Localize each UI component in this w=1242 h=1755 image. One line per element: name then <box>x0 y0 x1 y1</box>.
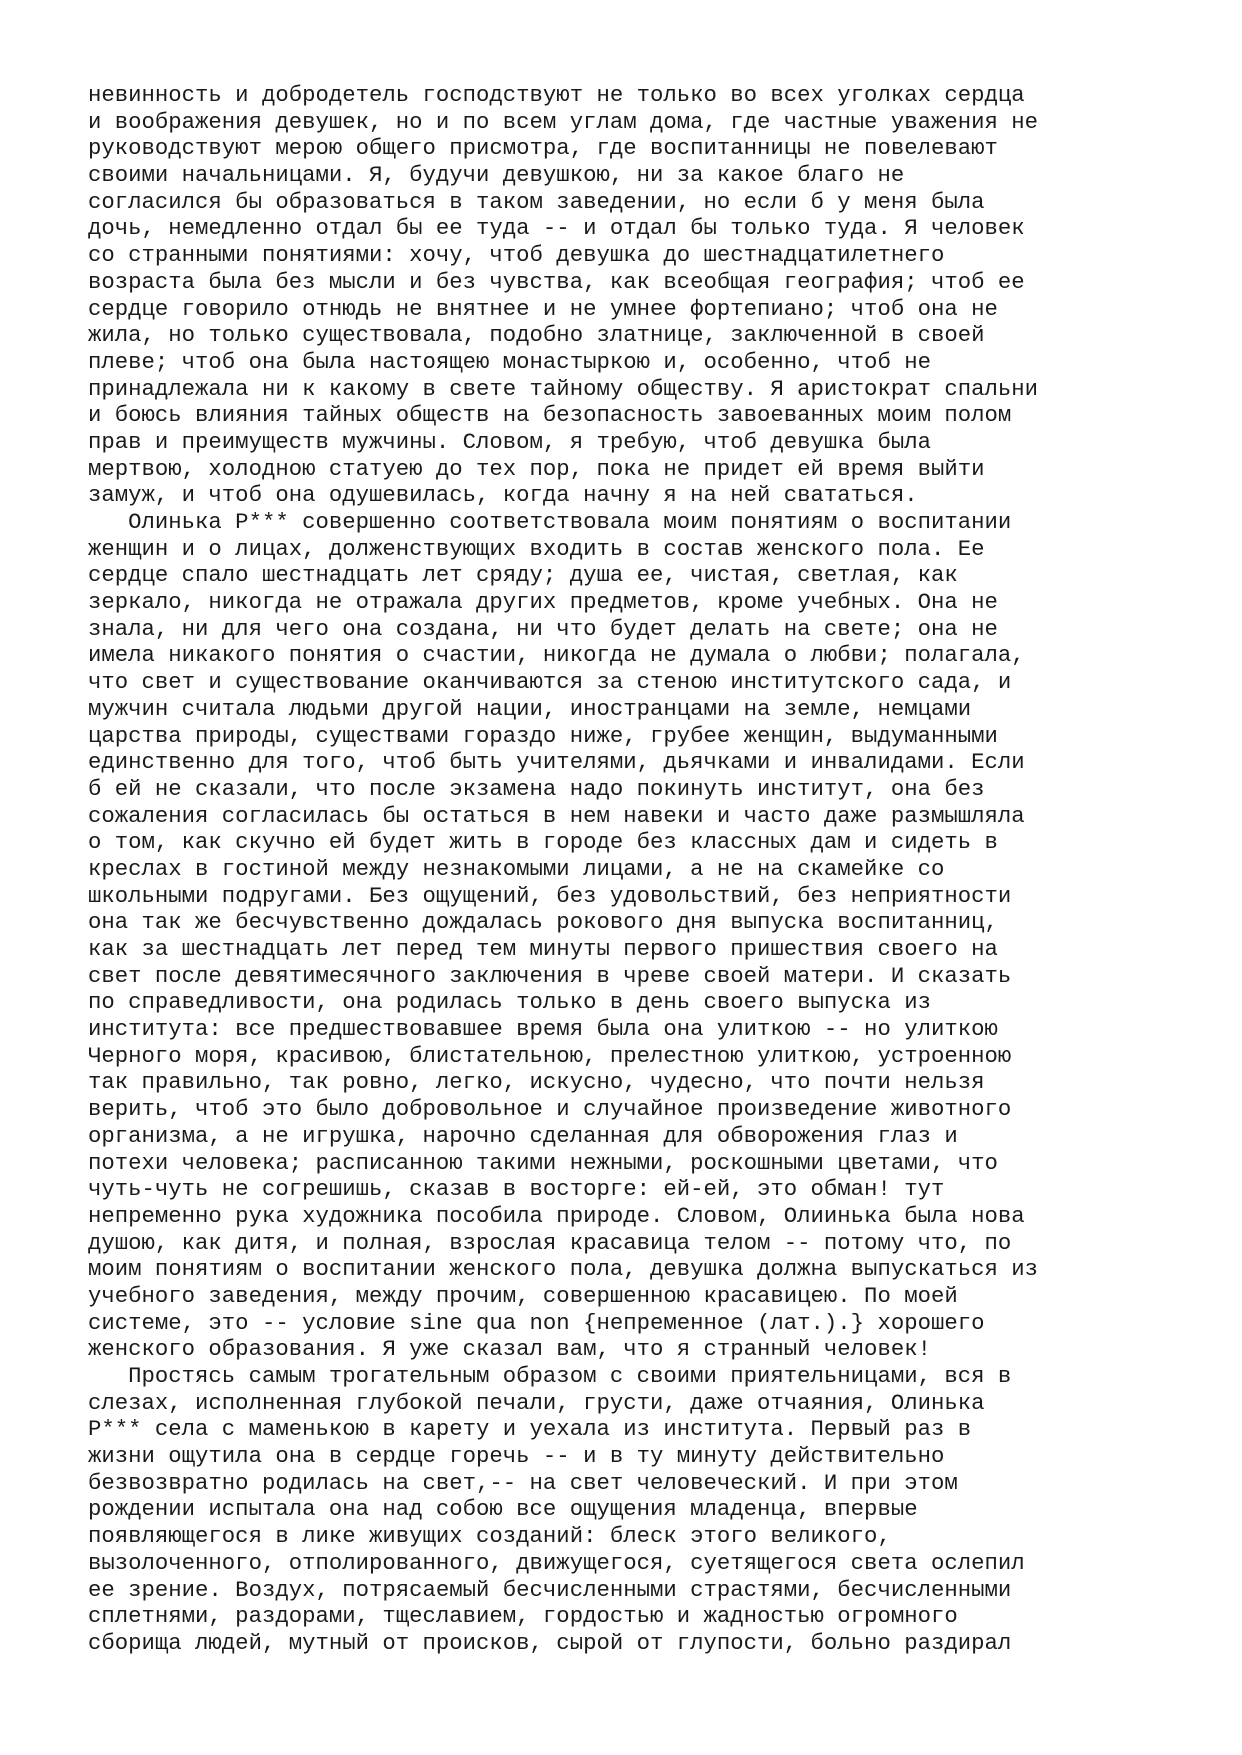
text-line: имела никакого понятия о счастии, никогда не думала о любви; полагала, <box>88 642 1025 669</box>
text-line: рождении испытала она над собою все ощущения младенца, впервые <box>88 1496 918 1523</box>
text-line: чуть-чуть не согрешишь, сказав в восторге: ей-ей, это обман! тут <box>88 1176 945 1203</box>
text-line: непременно рука художника пособила природе. Словом, Олиинька была нова <box>88 1202 1025 1229</box>
text-line: слезах, исполненная глубокой печали, грусти, даже отчаяния, Олинька <box>88 1389 985 1416</box>
text-line: Р*** села с маменькою в карету и уехала из института. Первый раз в <box>88 1416 972 1443</box>
text-line: со странными понятиями: хочу, чтоб девушка до шестнадцатилетнего <box>88 242 945 269</box>
text-line: руководствуют мерою общего присмотра, где воспитанницы не повелевают <box>88 135 998 162</box>
text-line: женского образования. Я уже сказал вам, что я странный человек! <box>88 1336 931 1363</box>
text-line: плеве; чтоб она была настоящею монастыркою и, особенно, чтоб не <box>88 348 931 375</box>
text-line: моим понятиям о воспитании женского пола, девушка должна выпускаться из <box>88 1256 1039 1283</box>
text-line: она так же бесчувственно дождалась рокового дня выпуска воспитанниц, <box>88 909 998 936</box>
text-line: ее зрение. Воздух, потрясаемый бесчисленными страстями, бесчисленными <box>88 1576 1012 1603</box>
text-line: мертвою, холодною статуею до тех пор, пока не придет ей время выйти <box>88 455 985 482</box>
text-line: Черного моря, красивою, блистательною, прелестною улиткою, устроенною <box>88 1042 1012 1069</box>
text-line: сердце говорило отнюдь не внятнее и не умнее фортепиано; чтоб она не <box>88 295 998 322</box>
text-line: душою, как дитя, и полная, взрослая красавица телом -- потому что, по <box>88 1229 1012 1256</box>
text-line: и воображения девушек, но и по всем углам дома, где частные уважения не <box>88 108 1039 135</box>
text-line: креслах в гостиной между незнакомыми лицами, а не на скамейке со <box>88 855 945 882</box>
text-line: сплетнями, раздорами, тщеславием, гордостью и жадностью огромного <box>88 1603 958 1630</box>
text-line: как за шестнадцать лет перед тем минуты первого пришествия своего на <box>88 936 998 962</box>
text-line: согласился бы образоваться в таком заведении, но если б у меня была <box>88 188 985 215</box>
text-line: единственно для того, чтоб быть учителями, дьячками и инвалидами. Если <box>88 749 1025 776</box>
text-line: принадлежала ни к какому в свете тайному обществу. Я аристократ спальни <box>88 375 1039 402</box>
text-line: школьными подругами. Без ощущений, без удовольствий, без неприятности <box>88 882 1012 909</box>
text-line: свет после девятимесячного заключения в чреве своей матери. И сказать <box>88 962 1012 989</box>
text-line: сборища людей, мутный от происков, сырой от глупости, больно раздирал <box>88 1629 1012 1656</box>
text-line: верить, чтоб это было добровольное и случайное произведение животного <box>88 1096 1012 1123</box>
text-line: и боюсь влияния тайных обществ на безопасность завоеванных моим полом <box>88 402 1012 429</box>
text-line: Олинька Р*** совершенно соответствовала моим понятиям о воспитании <box>88 509 1012 535</box>
text-line: жизни ощутила она в сердце горечь -- и в ту минуту действительно <box>88 1443 945 1470</box>
text-line: своими начальницами. Я, будучи девушкою, ни за какое благо не <box>88 162 905 189</box>
text-line: замуж, и чтоб она одушевилась, когда начну я на ней свататься. <box>88 482 918 509</box>
text-line: учебного заведения, между прочим, совершенною красавицею. По моей <box>88 1282 958 1309</box>
text-line: зеркало, никогда не отражала других предметов, кроме учебных. Она не <box>88 589 998 616</box>
text-line: так правильно, так ровно, легко, искусно, чудесно, что почти нельзя <box>88 1069 985 1096</box>
text-line: потехи человека; расписанною такими нежными, роскошными цветами, что <box>88 1149 998 1176</box>
text-line: что свет и существование оканчиваются за стеною институтского сада, и <box>88 669 1012 696</box>
text-line: о том, как скучно ей будет жить в городе без классных дам и сидеть в <box>88 829 998 856</box>
text-line: организма, а не игрушка, нарочно сделанная для обворожения глаз и <box>88 1122 958 1149</box>
text-body <box>88 82 1178 1657</box>
text-line: дочь, немедленно отдал бы ее туда -- и отдал бы только туда. Я человек <box>88 215 1025 242</box>
text-line: знала, ни для чего она создана, ни что будет делать на свете; она не <box>88 615 998 642</box>
text-line: по справедливости, она родилась только в день своего выпуска из <box>88 989 931 1016</box>
text-line: системе, это -- условие sine qua non {непременное (лат.).} хорошего <box>88 1309 985 1336</box>
text-line: возраста была без мысли и без чувства, как всеобщая география; чтоб ее <box>88 268 1025 295</box>
text-line: сожаления согласилась бы остаться в нем навеки и часто даже размышляла <box>88 802 1025 829</box>
document-page <box>88 82 1178 1722</box>
text-line: б ей не сказали, что после экзамена надо покинуть институт, она без <box>88 775 985 802</box>
text-line: мужчин считала людьми другой нации, иностранцами на земле, немцами <box>88 695 972 722</box>
text-line: Простясь самым трогательным образом с своими приятельницами, вся в <box>88 1363 1012 1389</box>
text-line: появляющегося в лике живущих созданий: блеск этого великого, <box>88 1523 891 1550</box>
text-line: царства природы, существами гораздо ниже, грубее женщин, выдуманными <box>88 722 998 749</box>
text-line: женщин и о лицах, долженствующих входить в состав женского пола. Ее <box>88 535 985 562</box>
text-line: вызолоченного, отполированного, движущегося, суетящегося света ослепил <box>88 1549 1025 1576</box>
text-line: безвозвратно родилась на свет,-- на свет человеческий. И при этом <box>88 1469 958 1496</box>
text-line: невинность и добродетель господствуют не только во всех уголках сердца <box>88 82 1025 108</box>
text-line: жила, но только существовала, подобно златнице, заключенной в своей <box>88 322 985 349</box>
text-line: института: все предшествовавшее время была она улиткою -- но улиткою <box>88 1016 998 1043</box>
text-line: прав и преимуществ мужчины. Словом, я требую, чтоб девушка была <box>88 428 931 455</box>
text-line: сердце спало шестнадцать лет сряду; душа ее, чистая, светлая, как <box>88 562 958 589</box>
